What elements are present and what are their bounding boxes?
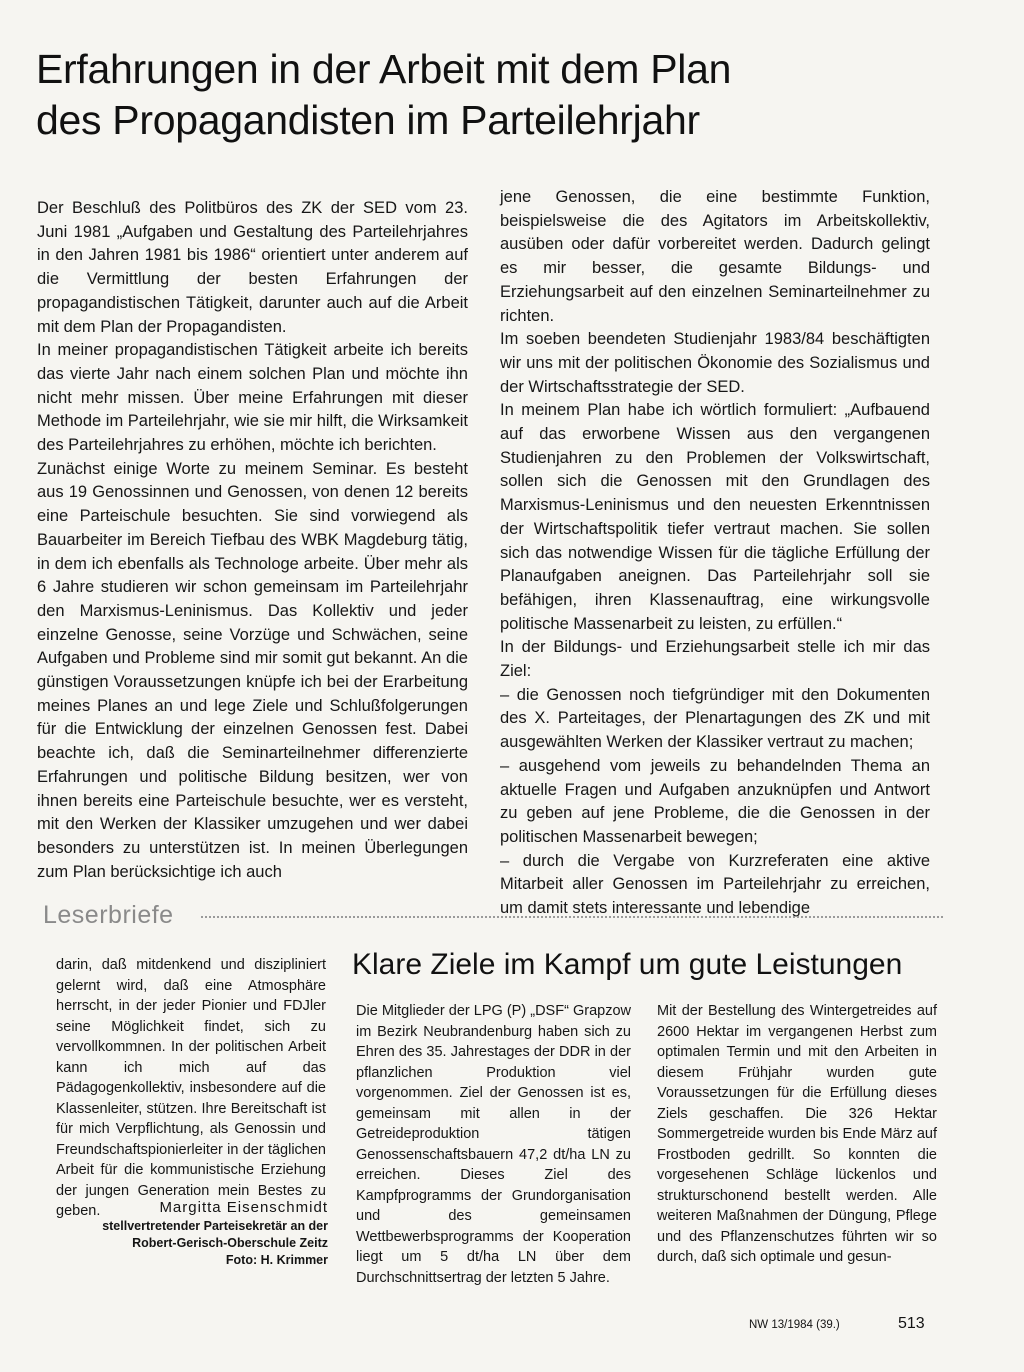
paragraph: In meinem Plan habe ich wörtlich formuliert: „Aufbauend auf das erworbene Wissen aus den vergangenen Studienjahren zu den Problemen der Volkswirtschaft, sollen sich die Genossen mit den Grundlagen des Marxismus-Leninismus und den neuesten Erkenntnissen der Wirtschaftspolitik tiefer vertraut machen. Sie sollen sich das notwendige Wissen für die tägliche Erfüllung der Planaufgaben aneignen. Das Parteilehrjahr soll sie befähigen, ihren Klassenauftrag, eine wirkungsvolle politische Massenarbeit zu leisten, zu erfüllen.“ [500, 401, 930, 633]
paragraph: darin, daß mitdenkend und diszipliniert gelernt wird, daß eine Atmosphäre herrscht, in der jeder Pionier und FDJler seine Möglichkeit findet, sich zu vervollkommnen. In der politischen Arbeit kann ich mich auf das Pädagogenkollektiv, insbesondere auf die Klassenleiter, stützen. Ihre Bereitschaft ist für mich Verpflichtung, als Genossin und Freundschaftspionierleiter in der täglichen Arbeit für die kommunistische Erziehung der jungen Generation mein Bestes zu geben. [56, 957, 326, 1219]
letter-1-text [56, 955, 326, 1222]
list-item: – ausgehend vom jeweils zu behandelnden Thema an aktuelle Fragen und Aufgaben anzuknüpfen und Antwort zu geben auf jene Probleme, die die Genossen in der politischen Massenarbeit bewegen; [500, 756, 930, 846]
paragraph: Die Mitglieder der LPG (P) „DSF“ Grapzow im Bezirk Neubrandenburg haben sich zu Ehren des 35. Jahrestages der DDR in der pflanzlichen Produktion viel vorgenommen. Ziel der Genossen ist es, gemeinsam mit allen in der Getreideproduktion tätigen Genossenschaftsbauern 47,2 dt/ha LN zu erreichen. Dieses Ziel des Kampfprogramms der Grundorganisation und des gemeinsamen Wettbewerbsprogramms der Kooperation liegt um 5 dt/ha LN über dem Durchschnittsertrag der letzten 5 Jahre. [356, 1003, 631, 1286]
headline-line-1: Erfahrungen in der Arbeit mit dem Plan [36, 46, 732, 92]
paragraph: Im soeben beendeten Studienjahr 1983/84 beschäftigten wir uns mit der politischen Ökonomie des Sozialismus und der Wirtschaftsstrategie der SED. [500, 330, 930, 396]
paragraph: Mit der Bestellung des Wintergetreides auf 2600 Hektar im vergangenen Herbst zum optimalen Termin und mit den Arbeiten in diesem Frühjahr wurden gute Voraussetzungen für die Erfüllung dieses Ziels geschaffen. Die 326 Hektar Sommergetreide wurden bis Ende März auf Frostboden gedrillt. So konnten die vorgesehenen Schläge lückenlos und strukturschonend bestellt werden. Alle weiteren Maßnahmen der Düngung, Pflege und des Pflanzenschutzes führten wir so durch, daß sich optimale und gesun- [657, 1003, 937, 1265]
paragraph: jene Genossen, die eine bestimmte Funktion, beispielsweise die des Agitators im Arbeitskollektiv, ausüben oder dafür vorbereitet werden. Dadurch gelingt es mir besser, die gesamte Bildungs- und Erziehungsarbeit auf den einzelnen Seminarteilnehmer zu richten. [500, 188, 930, 325]
paragraph: Zunächst einige Worte zu meinem Seminar. Es besteht aus 19 Genossinnen und Genossen, von denen 12 bereits eine Parteischule besuchten. Sie sind vorwiegend als Bauarbeiter im Bereich Tiefbau des WBK Magdeburg tätig, in dem ich ebenfalls als Technologe arbeite. Über mehr als 6 Jahre studieren wir schon gemeinsam im Parteilehrjahr den Marxismus-Leninismus. Das Kollektiv und jeder einzelne Genosse, seine Vorzüge und Schwächen, seine Aufgaben und Probleme sind mir somit gut bekannt. An die günstigen Voraussetzungen knüpfe ich bei der Erarbeitung meines Planes an und lege Ziele und Schlußfolgerungen für die Entwicklung der einzelnen Genossen fest. Dabei beachte ich, daß die Seminarteilnehmer differenzierte Erfahrungen und politische Bildung besitzen, wer von ihnen bereits eine Parteischule besuchte, wer es versteht, mit den Werken der Klassiker umzugehen und wer dabei besonders zu unterstützen ist. In meinen Überlegungen zum Plan berücksichtige ich auch [37, 459, 468, 881]
paragraph: In meiner propagandistischen Tätigkeit arbeite ich bereits das vierte Jahr nach einem solchen Plan und möchte ihn nicht mehr missen. Über meine Erfahrungen mit dieser Methode im Parteilehrjahr, wie sie mir hilft, die Wirksamkeit des Parteilehrjahres zu erhöhen, möchte ich berichten. [37, 341, 468, 455]
paragraph: Der Beschluß des Politbüros des ZK der SED vom 23. Juni 1981 „Aufgaben und Gestaltung des Parteilehrjahres in den Jahren 1981 bis 1986“ orientiert unter anderem auf die Vermittlung der besten Erfahrungen der propagandistischen Tätigkeit, darunter auch auf die Arbeit mit dem Plan der Propagandisten. [37, 199, 468, 336]
list-item: – durch die Vergabe von Kurzreferaten eine aktive Mitarbeit aller Genossen im Parteilehrjahr zu erreichen, um damit stets interessante und lebendige [500, 851, 930, 918]
section-divider [43, 898, 943, 932]
letter-2-column-1 [356, 1001, 631, 1288]
section-label: Leserbriefe [43, 901, 174, 929]
article-column-1 [37, 197, 468, 884]
article-headline [36, 44, 936, 146]
issue-reference: NW 13/1984 (39.) [749, 1319, 840, 1331]
paragraph: In der Bildungs- und Erziehungsarbeit stelle ich mir das Ziel: [500, 638, 930, 681]
letter-2-column-2 [657, 1001, 937, 1268]
author-name: Margitta Eisenschmidt [159, 1199, 328, 1216]
page-number: 513 [898, 1315, 925, 1332]
list-item: – die Genossen noch tiefgründiger mit den Dokumenten des X. Parteitages, der Plenartagungen des ZK und mit ausgewählten Werken der Klassiker vertraut zu machen; [500, 685, 930, 752]
page-footer [0, 1313, 1024, 1337]
author-role-line-2: Robert-Gerisch-Oberschule Zeitz [132, 1236, 328, 1250]
headline-line-2: des Propagandisten im Parteilehrjahr [36, 97, 700, 143]
article-column-2 [500, 186, 930, 921]
letter-1-signature [56, 1198, 328, 1269]
author-role-line-1: stellvertretender Parteisekretär an der [102, 1219, 328, 1233]
letter-2-headline: Klare Ziele im Kampf um gute Leistungen [352, 948, 903, 981]
photo-credit: Foto: H. Krimmer [225, 1253, 328, 1267]
dotted-rule [201, 916, 943, 918]
